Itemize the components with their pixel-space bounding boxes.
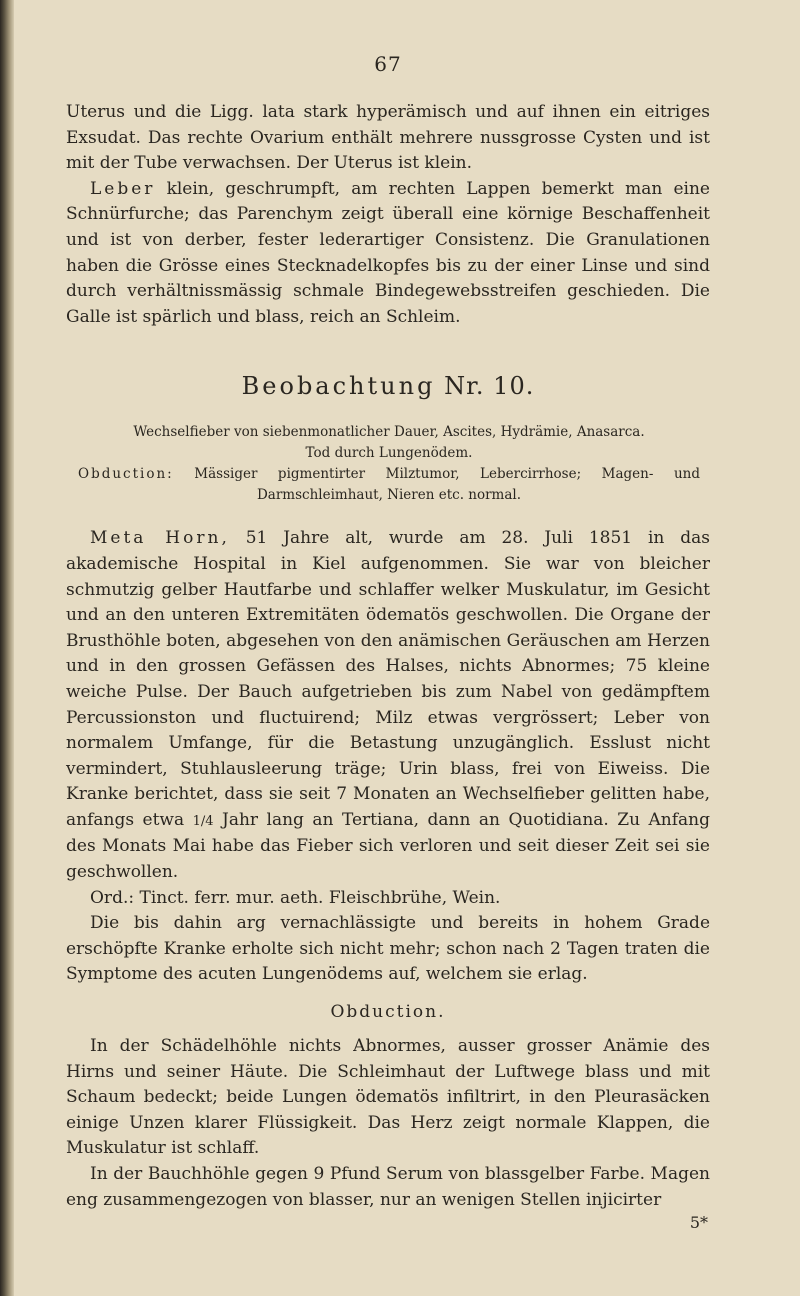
paragraph-leber — [66, 177, 710, 331]
paragraph-ordination: Ord.: Tinct. ferr. mur. aeth. Fleischbrühe, Wein. — [90, 887, 501, 908]
book-spine-shadow — [0, 0, 14, 1296]
observation-heading-number: Nr. 10. — [444, 372, 535, 401]
paragraph-patient-text-a: 51 Jahre alt, wurde am 28. Juli 1851 in das akademische Hospital in Kiel aufgenommen. Sie war von bleicher schmutzig gelber Hautfarbe und schlaffer welker Muskulatur, im Gesicht und an den unteren Extremitäten ödematös geschwollen. Die Organe der Brusthöhle boten, abgesehen von den anämischen Geräuschen am Herzen und in den grossen Gefässen des Halses, nichts Abnormes; 75 kleine weiche Pulse. Der Bauch aufgetrieben bis zum Nabel von gedämpftem Percussionston und fluctuirend; Milz etwas vergrössert; Leber von normalem Umfange, für die Betastung unzugänglich. Esslust nicht vermindert, Stuhlausleerung träge; Urin blass, frei von Eiweiss. Die Kranke berichtet, dass sie seit 7 Monaten an Wechselfieber gelitten habe, anfangs etwa — [66, 528, 710, 830]
paragraph-skull-chest: In der Schädelhöhle nichts Abnormes, ausser grosser Anämie des Hirns und seiner Häute. Die Schleimhaut der Luftwege blass und mit Schaum bedeckt; beide Lungen ödematös infiltrirt, in den Pleurasäcken einige Unzen klarer Flüssigkeit. Das Herz zeigt normale Klappen, die Muskulatur ist schlaff. — [66, 1036, 710, 1159]
case-summary — [78, 422, 700, 506]
book-page — [66, 52, 710, 1232]
paragraph-leber-lead: Leber — [90, 178, 156, 199]
summary-obduction — [78, 464, 700, 506]
patient-name: Meta Horn, — [90, 528, 230, 549]
observation-heading — [66, 372, 710, 400]
summary-obduction-text: Mässiger pigmentirter Milztumor, Lebercirrhose; Magen- und Darmschleimhaut, Nieren etc. normal. — [173, 466, 700, 504]
paragraph-uterus: Uterus und die Ligg. lata stark hyperämisch und auf ihnen ein eitriges Exsudat. Das rechte Ovarium enthält mehrere nussgrosse Cysten und ist mit der Tube verwachsen. Der Uterus ist klein. — [66, 102, 710, 174]
paragraph-abdomen: In der Bauchhöhle gegen 9 Pfund Serum von blassgelber Farbe. Magen eng zusammengezogen von blasser, nur an wenigen Stellen injicirter — [66, 1164, 710, 1210]
fraction-quarter: 1/4 — [192, 813, 214, 829]
paragraph-leber-text: klein, geschrumpft, am rechten Lappen bemerkt man eine Schnürfurche; das Parenchym zeigt überall eine körnige Beschaffenheit und ist von derber, fester lederartiger Consistenz. Die Granulationen haben die Grösse eines Stecknadelkopfes bis zu der einer Linse und sind durch verhältnissmässig schmale Bindegewebsstreifen geschieden. Die Galle ist spärlich und blass, reich an Schleim. — [66, 178, 710, 327]
summary-obduction-label: Obduction: — [78, 466, 174, 483]
paragraph-patient — [66, 526, 710, 885]
obduction-subheading: Obduction. — [330, 1002, 446, 1023]
summary-line-2: Tod durch Lungenödem. — [305, 445, 473, 462]
paragraph-patient-text-b: Jahr lang an Tertiana, dann an Quotidiana. Zu Anfang des Monats Mai habe das Fieber sich verloren und seit dieser Zeit sei sie geschwollen. — [66, 809, 711, 883]
observation-heading-label: Beobachtung — [241, 372, 436, 401]
page-number: 67 — [374, 52, 402, 76]
paragraph-course: Die bis dahin arg vernachlässigte und bereits in hohem Grade erschöpfte Kranke erholte sich nicht mehr; schon nach 2 Tagen traten die Symptome des acuten Lungenödems auf, welchem sie erlag. — [66, 913, 710, 985]
signature-mark: 5* — [689, 1213, 708, 1233]
summary-line-1: Wechselfieber von siebenmonatlicher Dauer, Ascites, Hydrämie, Anasarca. — [133, 424, 645, 441]
